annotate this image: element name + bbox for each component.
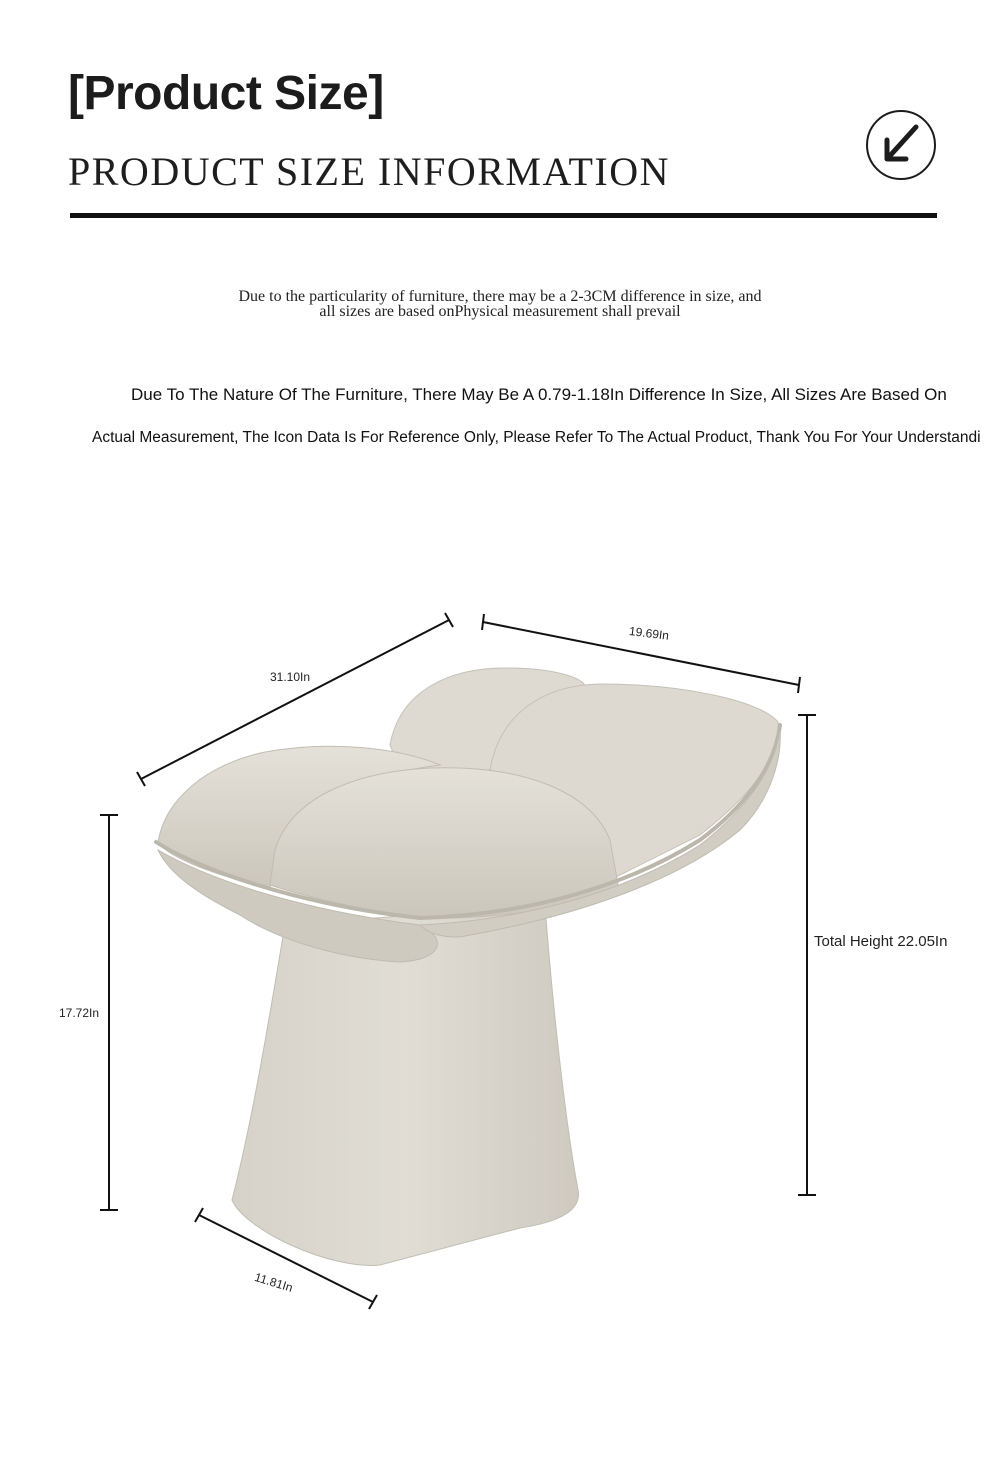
- disclaimer-line-1: Due To The Nature Of The Furniture, There May Be A 0.79-1.18In Difference In Size, All Sizes Are Based On: [131, 385, 947, 404]
- seat-height-label: 17.72In: [59, 1006, 100, 1020]
- note-line-2: all sizes are based onPhysical measurement shall prevail: [319, 303, 681, 320]
- header-divider: [70, 213, 937, 218]
- length-label: 19.69In: [628, 624, 670, 643]
- page-title: [Product Size]: [68, 67, 384, 120]
- disclaimer-line-2: Actual Measurement, The Icon Data Is For Reference Only, Please Refer To The Actual Product, Thank You For Your Understandi: [92, 429, 981, 446]
- note-line-1: Due to the particularity of furniture, there may be a 2-3CM difference in size, and: [238, 288, 762, 305]
- page-subtitle: PRODUCT SIZE INFORMATION: [68, 149, 670, 194]
- total-height-label: Total Height 22.05In: [814, 933, 948, 950]
- dimension-line-total-height: [798, 715, 816, 1195]
- depth-label: 31.10In: [270, 670, 311, 684]
- arrow-down-left-icon: [866, 110, 936, 180]
- dimension-line-seat-height: [100, 815, 118, 1210]
- size-tolerance-note: [150, 289, 850, 319]
- base-width-label: 11.81In: [252, 1270, 295, 1295]
